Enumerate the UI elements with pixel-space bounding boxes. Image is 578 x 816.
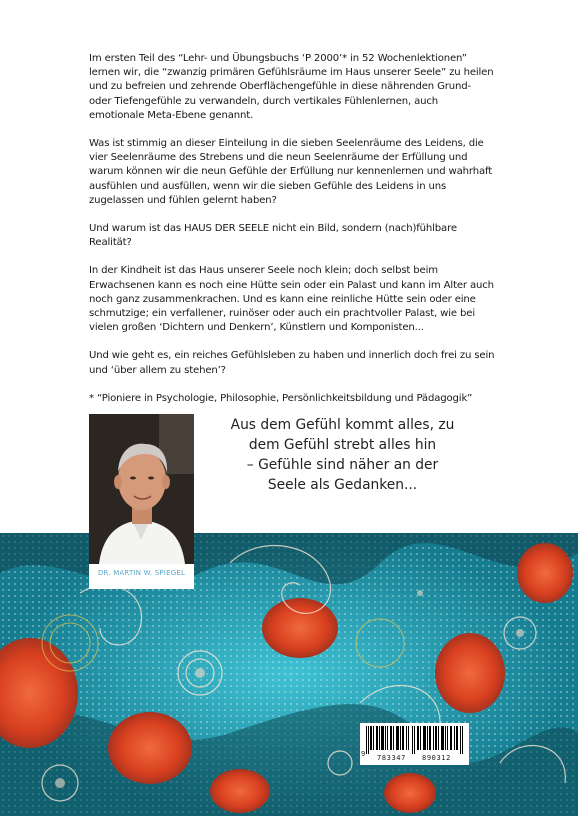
barcode-bars [366, 726, 463, 754]
paragraph-question-rooms: Was ist stimmig an dieser Einteilung in die sieben Seelenräume des Leidens, die vier Seelenräume des Strebens und die neun Seelenräume der Erfüllung und warum können wir die neun Gefühle der Erfüllung nur kennenlernen und wahrhaft ausfühlen und ausfüllen, wenn wir die sieben Gefühle des Leidens in uns zugelassen und fühlen gelernt haben? [89, 138, 493, 206]
author-photo-card [89, 414, 194, 589]
barcode-lead-digit: 9 [361, 750, 366, 758]
cover-text [89, 52, 519, 420]
author-name-caption: DR. MARTIN W. SPIEGEL [97, 569, 186, 577]
footnote: * “Pioniere in Psychologie, Philosophie, Persönlichkeitsbildung und Pädagogik” [89, 392, 473, 404]
decorative-paisley-pattern [0, 533, 578, 816]
author-portrait [89, 414, 194, 564]
paragraph-intro: Im ersten Teil des “Lehr- und Übungsbuchs ‘P 2000’* in 52 Wochenlektionen” lernen wir, die “zwanzig primären Gefühlsräume im Haus unserer Seele” zu heilen und zu befreien und zehrende Oberflächengefühle in diese nährenden Grund- oder Tiefengefühle zu verwandeln, durch vertikales Fühlenlernen, auch emotionale Meta-Ebene genannt. [89, 53, 494, 121]
barcode-digits-left: 783347 [377, 754, 406, 762]
author-quote: Aus dem Gefühl kommt alles, zu dem Gefühl strebt alles hin – Gefühle sind näher an der Seele als Gedanken... [230, 417, 455, 493]
paragraph-question-freedom: Und wie geht es, ein reiches Gefühlsleben zu haben und innerlich doch frei zu sein und ‘über allem zu stehen’? [89, 350, 495, 376]
isbn-barcode [360, 723, 469, 765]
barcode-digits-right: 890312 [422, 754, 451, 762]
paragraph-childhood: In der Kindheit ist das Haus unserer Seele noch klein; doch selbst beim Erwachsenen kann es noch eine Hütte sein oder ein Palast und kann im Alter auch noch ganz zusammenkrachen. Und es kann eine reinliche Hütte sein oder eine schmutzige; ein verfallener, ruinöser oder auch ein prachtvoller Palast, wie bei vielen großen ‘Dichtern und Denkern’, Künstlern und Komponisten... [89, 265, 494, 334]
paragraph-question-reality: Und warum ist das HAUS DER SEELE nicht ein Bild, sondern (nach)fühlbare Realität? [89, 223, 457, 249]
